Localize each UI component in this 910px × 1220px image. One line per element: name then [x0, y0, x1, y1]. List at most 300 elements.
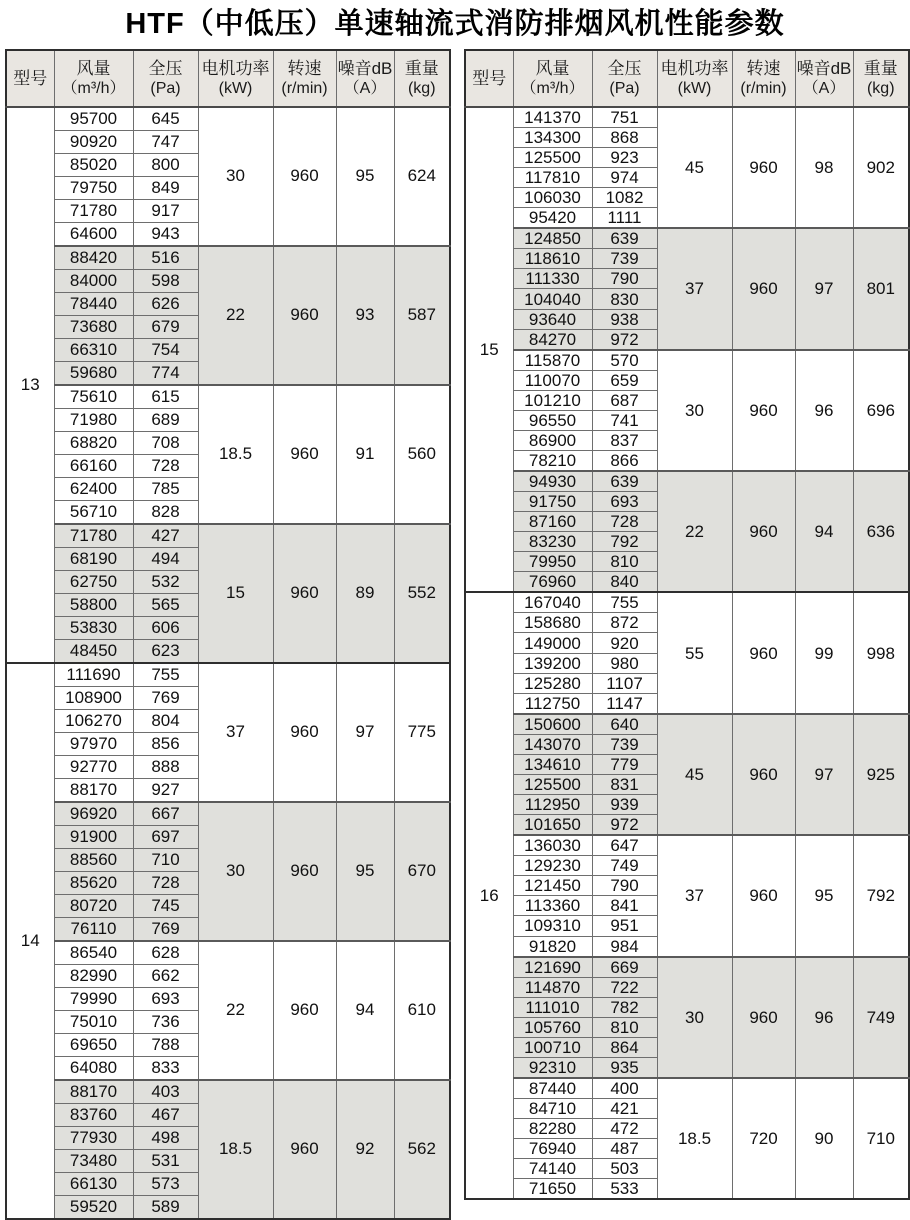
airflow-cell: 90920 — [54, 130, 133, 153]
speed-cell: 720 — [732, 1078, 795, 1199]
pressure-cell: 974 — [592, 168, 657, 188]
table-row — [465, 228, 909, 249]
column-header-unit: (r/min) — [740, 80, 787, 98]
airflow-cell: 100710 — [513, 1037, 592, 1057]
airflow-cell: 78210 — [513, 451, 592, 472]
noise-cell: 89 — [336, 524, 394, 663]
speed-cell: 960 — [732, 350, 795, 471]
pressure-cell: 615 — [133, 385, 198, 409]
column-header-noise — [336, 50, 394, 107]
column-header-airflow — [54, 50, 133, 107]
power-cell: 15 — [198, 524, 273, 663]
airflow-cell: 76960 — [513, 572, 592, 593]
noise-cell: 95 — [336, 107, 394, 246]
airflow-cell: 58800 — [54, 593, 133, 616]
noise-cell: 95 — [336, 802, 394, 941]
airflow-cell: 118610 — [513, 249, 592, 269]
power-cell: 30 — [198, 802, 273, 941]
column-header-pressure — [592, 50, 657, 107]
table-row — [465, 957, 909, 978]
table-row — [465, 835, 909, 856]
pressure-cell: 939 — [592, 795, 657, 815]
airflow-cell: 125280 — [513, 673, 592, 693]
weight-cell: 552 — [394, 524, 450, 663]
noise-cell: 90 — [795, 1078, 853, 1199]
pressure-cell: 840 — [592, 572, 657, 593]
noise-cell: 95 — [795, 835, 853, 956]
pressure-cell: 736 — [133, 1010, 198, 1033]
airflow-cell: 66160 — [54, 454, 133, 477]
column-header-label: 全压 — [148, 59, 183, 79]
header-row — [6, 50, 450, 107]
power-cell: 18.5 — [657, 1078, 732, 1199]
pressure-cell: 503 — [592, 1159, 657, 1179]
power-cell: 37 — [657, 228, 732, 349]
column-header-label: 型号 — [472, 68, 507, 88]
noise-cell: 92 — [336, 1080, 394, 1219]
airflow-cell: 149000 — [513, 633, 592, 653]
table-row — [465, 714, 909, 735]
airflow-cell: 82280 — [513, 1118, 592, 1138]
weight-cell: 562 — [394, 1080, 450, 1219]
pressure-cell: 779 — [592, 754, 657, 774]
pressure-cell: 923 — [592, 147, 657, 167]
pressure-cell: 741 — [592, 410, 657, 430]
airflow-cell: 71780 — [54, 524, 133, 548]
speed-cell: 960 — [732, 957, 795, 1078]
table-row — [465, 471, 909, 492]
power-cell: 22 — [198, 941, 273, 1080]
weight-cell: 749 — [853, 957, 909, 1078]
column-header-model — [465, 50, 513, 107]
pressure-cell: 565 — [133, 593, 198, 616]
table-row — [6, 107, 450, 131]
airflow-cell: 134300 — [513, 127, 592, 147]
airflow-cell: 101650 — [513, 815, 592, 836]
pressure-cell: 749 — [592, 856, 657, 876]
airflow-cell: 82990 — [54, 964, 133, 987]
airflow-cell: 73680 — [54, 315, 133, 338]
pressure-cell: 790 — [592, 269, 657, 289]
pressure-cell: 800 — [133, 153, 198, 176]
noise-cell: 96 — [795, 957, 853, 1078]
pressure-cell: 866 — [592, 451, 657, 472]
airflow-cell: 112750 — [513, 693, 592, 714]
pressure-cell: 917 — [133, 199, 198, 222]
pressure-cell: 639 — [592, 228, 657, 249]
pressure-cell: 533 — [592, 1179, 657, 1200]
airflow-cell: 104040 — [513, 289, 592, 309]
noise-cell: 97 — [795, 714, 853, 835]
power-cell: 37 — [198, 663, 273, 802]
column-header-unit: （m³/h） — [61, 80, 126, 98]
airflow-cell: 78440 — [54, 292, 133, 315]
pressure-cell: 751 — [592, 107, 657, 128]
pressure-cell: 722 — [592, 977, 657, 997]
airflow-cell: 56710 — [54, 500, 133, 524]
airflow-cell: 167040 — [513, 592, 592, 613]
airflow-cell: 76940 — [513, 1139, 592, 1159]
pressure-cell: 421 — [592, 1098, 657, 1118]
fan-performance-table-right — [464, 49, 910, 1200]
pressure-cell: 872 — [592, 613, 657, 633]
airflow-cell: 62400 — [54, 477, 133, 500]
pressure-cell: 769 — [133, 917, 198, 941]
airflow-cell: 68190 — [54, 547, 133, 570]
pressure-cell: 1111 — [592, 208, 657, 229]
pressure-cell: 667 — [133, 802, 198, 826]
airflow-cell: 92310 — [513, 1057, 592, 1078]
pressure-cell: 708 — [133, 431, 198, 454]
model-cell: 14 — [6, 663, 54, 1219]
pressure-cell: 659 — [592, 370, 657, 390]
speed-cell: 960 — [732, 228, 795, 349]
weight-cell: 670 — [394, 802, 450, 941]
airflow-cell: 79950 — [513, 552, 592, 572]
column-header-unit: (r/min) — [281, 80, 328, 98]
model-cell: 15 — [465, 107, 513, 593]
speed-cell: 960 — [732, 835, 795, 956]
airflow-cell: 86540 — [54, 941, 133, 965]
airflow-cell: 84000 — [54, 269, 133, 292]
noise-cell: 98 — [795, 107, 853, 228]
column-header-unit: （A） — [343, 80, 387, 98]
pressure-cell: 589 — [133, 1195, 198, 1219]
column-header-power — [657, 50, 732, 107]
airflow-cell: 111010 — [513, 997, 592, 1017]
airflow-cell: 79990 — [54, 987, 133, 1010]
pressure-cell: 782 — [592, 997, 657, 1017]
airflow-cell: 87440 — [513, 1078, 592, 1099]
pressure-cell: 739 — [592, 249, 657, 269]
pressure-cell: 494 — [133, 547, 198, 570]
pressure-cell: 640 — [592, 714, 657, 735]
airflow-cell: 83760 — [54, 1103, 133, 1126]
speed-cell: 960 — [732, 592, 795, 713]
pressure-cell: 400 — [592, 1078, 657, 1099]
pressure-cell: 864 — [592, 1037, 657, 1057]
airflow-cell: 59520 — [54, 1195, 133, 1219]
airflow-cell: 136030 — [513, 835, 592, 856]
pressure-cell: 785 — [133, 477, 198, 500]
pressure-cell: 856 — [133, 732, 198, 755]
airflow-cell: 115870 — [513, 350, 592, 371]
airflow-cell: 134610 — [513, 754, 592, 774]
pressure-cell: 697 — [133, 825, 198, 848]
pressure-cell: 689 — [133, 408, 198, 431]
page-title: HTF（中低压）单速轴流式消防排烟风机性能参数 — [125, 8, 785, 40]
pressure-cell: 662 — [133, 964, 198, 987]
airflow-cell: 111690 — [54, 663, 133, 687]
table-row — [6, 385, 450, 409]
airflow-cell: 105760 — [513, 1017, 592, 1037]
column-header-weight — [853, 50, 909, 107]
speed-cell: 960 — [732, 471, 795, 592]
column-header-unit: (kg) — [866, 80, 895, 98]
column-header-label: 型号 — [13, 68, 48, 88]
column-header-label: 噪音dB — [337, 59, 393, 79]
pressure-cell: 754 — [133, 338, 198, 361]
power-cell: 22 — [657, 471, 732, 592]
airflow-cell: 64080 — [54, 1056, 133, 1080]
weight-cell: 710 — [853, 1078, 909, 1199]
column-header-power — [198, 50, 273, 107]
fan-performance-table-left — [5, 49, 451, 1220]
column-header-label: 风量 — [76, 59, 111, 79]
airflow-cell: 53830 — [54, 616, 133, 639]
pressure-cell: 498 — [133, 1126, 198, 1149]
airflow-cell: 112950 — [513, 795, 592, 815]
column-header-unit: （A） — [802, 80, 846, 98]
airflow-cell: 75610 — [54, 385, 133, 409]
speed-cell: 960 — [732, 107, 795, 228]
power-cell: 30 — [657, 957, 732, 1078]
noise-cell: 94 — [336, 941, 394, 1080]
weight-cell: 636 — [853, 471, 909, 592]
column-header-model — [6, 50, 54, 107]
airflow-cell: 91900 — [54, 825, 133, 848]
airflow-cell: 74140 — [513, 1159, 592, 1179]
column-header-label: 风量 — [535, 59, 570, 79]
pressure-cell: 769 — [133, 686, 198, 709]
pressure-cell: 647 — [592, 835, 657, 856]
weight-cell: 624 — [394, 107, 450, 246]
pressure-cell: 831 — [592, 774, 657, 794]
pressure-cell: 531 — [133, 1149, 198, 1172]
weight-cell: 560 — [394, 385, 450, 524]
pressure-cell: 1082 — [592, 188, 657, 208]
power-cell: 30 — [657, 350, 732, 471]
column-header-pressure — [133, 50, 198, 107]
pressure-cell: 467 — [133, 1103, 198, 1126]
airflow-cell: 80720 — [54, 894, 133, 917]
pressure-cell: 841 — [592, 896, 657, 916]
pressure-cell: 598 — [133, 269, 198, 292]
pressure-cell: 755 — [133, 663, 198, 687]
weight-cell: 801 — [853, 228, 909, 349]
speed-cell: 960 — [732, 714, 795, 835]
airflow-cell: 110070 — [513, 370, 592, 390]
airflow-cell: 117810 — [513, 168, 592, 188]
pressure-cell: 935 — [592, 1057, 657, 1078]
pressure-cell: 828 — [133, 500, 198, 524]
pressure-cell: 943 — [133, 222, 198, 246]
pressure-cell: 972 — [592, 815, 657, 836]
airflow-cell: 88420 — [54, 246, 133, 270]
table-row — [465, 1078, 909, 1099]
airflow-cell: 114870 — [513, 977, 592, 997]
pressure-cell: 788 — [133, 1033, 198, 1056]
airflow-cell: 71980 — [54, 408, 133, 431]
airflow-cell: 73480 — [54, 1149, 133, 1172]
airflow-cell: 101210 — [513, 390, 592, 410]
weight-cell: 925 — [853, 714, 909, 835]
airflow-cell: 97970 — [54, 732, 133, 755]
pressure-cell: 938 — [592, 309, 657, 329]
table-row — [465, 592, 909, 613]
pressure-cell: 693 — [133, 987, 198, 1010]
pressure-cell: 984 — [592, 936, 657, 957]
airflow-cell: 141370 — [513, 107, 592, 128]
airflow-cell: 91820 — [513, 936, 592, 957]
speed-cell: 960 — [273, 941, 336, 1080]
airflow-cell: 64600 — [54, 222, 133, 246]
airflow-cell: 85020 — [54, 153, 133, 176]
pressure-cell: 849 — [133, 176, 198, 199]
table-row — [6, 663, 450, 687]
airflow-cell: 84270 — [513, 329, 592, 350]
speed-cell: 960 — [273, 802, 336, 941]
airflow-cell: 86900 — [513, 430, 592, 450]
airflow-cell: 94930 — [513, 471, 592, 492]
column-header-label: 重量 — [863, 59, 898, 79]
model-cell: 16 — [465, 592, 513, 1199]
model-cell: 13 — [6, 107, 54, 663]
speed-cell: 960 — [273, 1080, 336, 1219]
pressure-cell: 804 — [133, 709, 198, 732]
noise-cell: 97 — [336, 663, 394, 802]
pressure-cell: 570 — [592, 350, 657, 371]
column-header-label: 转速 — [746, 59, 781, 79]
column-header-label: 转速 — [287, 59, 322, 79]
airflow-cell: 68820 — [54, 431, 133, 454]
airflow-cell: 150600 — [513, 714, 592, 735]
column-header-unit: (Pa) — [609, 80, 640, 98]
airflow-cell: 106030 — [513, 188, 592, 208]
table-row — [6, 1080, 450, 1104]
pressure-cell: 951 — [592, 916, 657, 936]
pressure-cell: 645 — [133, 107, 198, 131]
weight-cell: 610 — [394, 941, 450, 1080]
airflow-cell: 92770 — [54, 755, 133, 778]
pressure-cell: 669 — [592, 957, 657, 978]
airflow-cell: 84710 — [513, 1098, 592, 1118]
pressure-cell: 573 — [133, 1172, 198, 1195]
airflow-cell: 95420 — [513, 208, 592, 229]
table-row — [6, 941, 450, 965]
airflow-cell: 96920 — [54, 802, 133, 826]
airflow-cell: 121690 — [513, 957, 592, 978]
pressure-cell: 739 — [592, 734, 657, 754]
pressure-cell: 790 — [592, 876, 657, 896]
airflow-cell: 124850 — [513, 228, 592, 249]
pressure-cell: 472 — [592, 1118, 657, 1138]
airflow-cell: 95700 — [54, 107, 133, 131]
weight-cell: 587 — [394, 246, 450, 385]
pressure-cell: 868 — [592, 127, 657, 147]
column-header-unit: (Pa) — [150, 80, 181, 98]
pressure-cell: 516 — [133, 246, 198, 270]
pressure-cell: 792 — [592, 532, 657, 552]
airflow-cell: 121450 — [513, 876, 592, 896]
airflow-cell: 106270 — [54, 709, 133, 732]
airflow-cell: 83230 — [513, 532, 592, 552]
pressure-cell: 833 — [133, 1056, 198, 1080]
pressure-cell: 972 — [592, 329, 657, 350]
pressure-cell: 728 — [133, 871, 198, 894]
column-header-weight — [394, 50, 450, 107]
pressure-cell: 747 — [133, 130, 198, 153]
table-row — [465, 350, 909, 371]
column-header-unit: (kW) — [218, 80, 253, 98]
speed-cell: 960 — [273, 385, 336, 524]
column-header-speed — [732, 50, 795, 107]
pressure-cell: 830 — [592, 289, 657, 309]
pressure-cell: 920 — [592, 633, 657, 653]
pressure-cell: 693 — [592, 492, 657, 512]
airflow-cell: 66130 — [54, 1172, 133, 1195]
airflow-cell: 88170 — [54, 1080, 133, 1104]
speed-cell: 960 — [273, 246, 336, 385]
weight-cell: 792 — [853, 835, 909, 956]
airflow-cell: 76110 — [54, 917, 133, 941]
power-cell: 37 — [657, 835, 732, 956]
pressure-cell: 745 — [133, 894, 198, 917]
pressure-cell: 837 — [592, 430, 657, 450]
header-row — [465, 50, 909, 107]
pressure-cell: 1147 — [592, 693, 657, 714]
pressure-cell: 1107 — [592, 673, 657, 693]
pressure-cell: 687 — [592, 390, 657, 410]
pressure-cell: 623 — [133, 639, 198, 663]
airflow-cell: 108900 — [54, 686, 133, 709]
noise-cell: 97 — [795, 228, 853, 349]
pressure-cell: 927 — [133, 778, 198, 802]
airflow-cell: 125500 — [513, 147, 592, 167]
airflow-cell: 96550 — [513, 410, 592, 430]
weight-cell: 775 — [394, 663, 450, 802]
pressure-cell: 710 — [133, 848, 198, 871]
noise-cell: 91 — [336, 385, 394, 524]
airflow-cell: 109310 — [513, 916, 592, 936]
column-header-unit: (kW) — [677, 80, 712, 98]
column-header-label: 噪音dB — [796, 59, 852, 79]
airflow-cell: 59680 — [54, 361, 133, 385]
pressure-cell: 403 — [133, 1080, 198, 1104]
column-header-noise — [795, 50, 853, 107]
pressure-cell: 755 — [592, 592, 657, 613]
table-row — [6, 524, 450, 548]
weight-cell: 902 — [853, 107, 909, 228]
pressure-cell: 487 — [592, 1139, 657, 1159]
pressure-cell: 427 — [133, 524, 198, 548]
column-header-unit: （m³/h） — [520, 80, 585, 98]
power-cell: 22 — [198, 246, 273, 385]
power-cell: 45 — [657, 107, 732, 228]
power-cell: 18.5 — [198, 385, 273, 524]
airflow-cell: 93640 — [513, 309, 592, 329]
power-cell: 18.5 — [198, 1080, 273, 1219]
table-row — [6, 802, 450, 826]
airflow-cell: 129230 — [513, 856, 592, 876]
table-row — [6, 246, 450, 270]
speed-cell: 960 — [273, 663, 336, 802]
pressure-cell: 628 — [133, 941, 198, 965]
column-header-label: 电机功率 — [660, 59, 729, 79]
airflow-cell: 71780 — [54, 199, 133, 222]
airflow-cell: 62750 — [54, 570, 133, 593]
column-header-label: 重量 — [404, 59, 439, 79]
weight-cell: 998 — [853, 592, 909, 713]
airflow-cell: 66310 — [54, 338, 133, 361]
table-row — [465, 107, 909, 128]
pressure-cell: 679 — [133, 315, 198, 338]
airflow-cell: 75010 — [54, 1010, 133, 1033]
pressure-cell: 774 — [133, 361, 198, 385]
pressure-cell: 810 — [592, 1017, 657, 1037]
pressure-cell: 728 — [592, 512, 657, 532]
pressure-cell: 888 — [133, 755, 198, 778]
